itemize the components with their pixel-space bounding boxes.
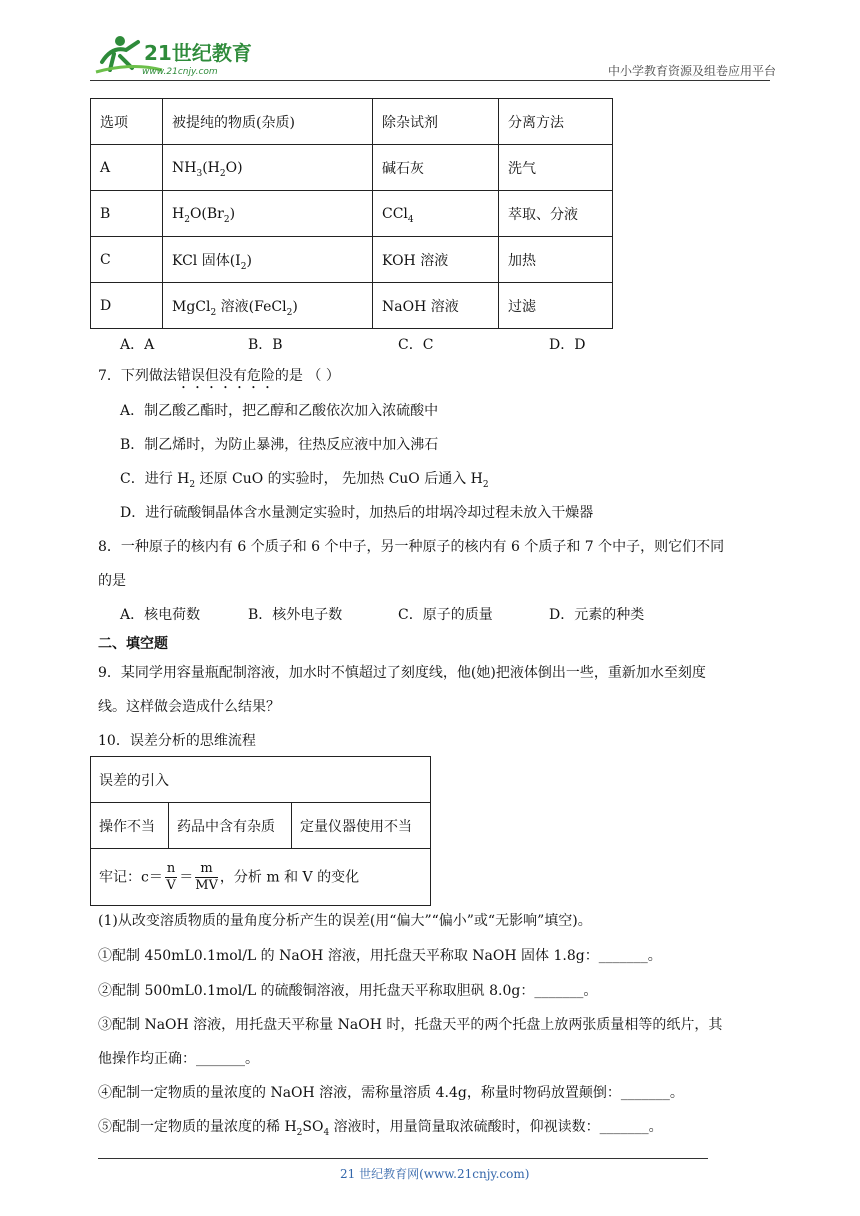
section-title: 二、填空题 [98, 636, 168, 652]
table-row [91, 803, 431, 849]
table-row [91, 237, 613, 283]
q7-option-c: C．进行 $H_2$ 还原 CuO 的实验时， 先加热 CuO 后通入 $H_2$ [120, 471, 489, 490]
q8-option-d: D．元素的种类 [549, 607, 645, 623]
footer-text: 21 世纪教育网(www.21cnjy.com) [340, 1167, 530, 1181]
table-header-row [91, 99, 613, 145]
header-cell: 除杂试剂 [373, 99, 499, 145]
q7-stem: 7．下列做法错误但没有危险的是 （ ） [98, 368, 340, 384]
substance-cell: $H_2O(Br_2)$ [163, 191, 373, 237]
part1-item-4: ④配制一定物质的量浓度的 NaOH 溶液，需称量溶质 4.4g，称量时物码放置颠倒：_______。 [98, 1085, 684, 1101]
part1-item-5: ⑤配制一定物质的量浓度的稀 $H_2SO_4$ 溶液时，用量筒量取浓硫酸时，仰视读数：_______。 [98, 1119, 663, 1138]
runner-logo-icon [92, 32, 262, 80]
part1-item-2: ②配制 500mL0.1mol/L 的硫酸铜溶液，用托盘天平称取胆矾 8.0g：_______。 [98, 983, 598, 999]
table-cell: 药品中含有杂质 [169, 803, 292, 849]
q9-stem-line1: 9．某同学用容量瓶配制溶液，加水时不慎超过了刻度线，他(她)把液体倒出一些，重新加水至刻度 [98, 665, 706, 681]
fraction-m-mv: $\frac{m}{MV}$ [195, 860, 218, 893]
platform-name: 中小学教育资源及组卷应用平台 [608, 64, 777, 78]
header-cell: 选项 [91, 99, 163, 145]
method-cell: 加热 [499, 237, 613, 283]
part1-item-3-line1: ③配制 NaOH 溶液，用托盘天平称量 NaOH 时，托盘天平的两个托盘上放两张质量相等的纸片，其 [98, 1017, 723, 1033]
purification-table [90, 98, 613, 329]
substance-cell: KCl 固体$(I_2)$ [163, 237, 373, 283]
reagent-cell: CCl$_4$ [373, 191, 499, 237]
logo-url: www.21cnjy.com [142, 67, 218, 77]
q8-option-c: C．原子的质量 [398, 607, 493, 623]
reagent-cell: 碱石灰 [373, 145, 499, 191]
q6-option-c: C．C [398, 337, 434, 353]
option-cell: A [91, 145, 163, 191]
table-cell: 定量仪器使用不当 [292, 803, 431, 849]
table-row [91, 145, 613, 191]
fraction-n-v: $\frac{n}{V}$ [166, 860, 176, 893]
option-cell: C [91, 237, 163, 283]
part1-item-3-line2: 他操作均正确：_______。 [98, 1051, 259, 1067]
q9-stem-line2: 线。这样做会造成什么结果？ [98, 699, 280, 715]
q7-option-a: A．制乙酸乙酯时，把乙醇和乙酸依次加入浓硫酸中 [120, 403, 439, 419]
q10-title: 10．误差分析的思维流程 [98, 733, 256, 749]
part1-item-1: ①配制 450mL0.1mol/L 的 NaOH 溶液，用托盘天平称取 NaOH 固体 1.8g：_______。 [98, 948, 662, 964]
table-row [91, 191, 613, 237]
header-cell: 被提纯的物质(杂质) [163, 99, 373, 145]
method-cell: 洗气 [499, 145, 613, 191]
table-row [91, 283, 613, 329]
q6-option-a: A．A [120, 337, 155, 353]
logo-text: 21世纪教育 [144, 41, 252, 65]
table-header-cell: 误差的引入 [91, 757, 431, 803]
logo [92, 32, 262, 80]
method-cell: 过滤 [499, 283, 613, 329]
q7-option-b: B．制乙烯时，为防止暴沸，往热反应液中加入沸石 [120, 437, 439, 453]
substance-cell: $NH_3(H_2O)$ [163, 145, 373, 191]
reagent-cell: NaOH 溶液 [373, 283, 499, 329]
q6-option-b: B．B [248, 337, 283, 353]
q6-option-d: D．D [549, 337, 586, 353]
q7-option-d: D．进行硫酸铜晶体含水量测定实验时，加热后的坩埚冷却过程未放入干燥器 [120, 505, 594, 521]
substance-cell: MgCl$_2$ 溶液(FeCl$_2$) [163, 283, 373, 329]
q8-stem-line1: 8．一种原子的核内有 6 个质子和 6 个中子，另一种原子的核内有 6 个质子和 7 个中子，则它们不同 [98, 539, 725, 555]
header-divider [90, 80, 770, 81]
table-cell: 操作不当 [91, 803, 169, 849]
header-cell: 分离方法 [499, 99, 613, 145]
option-cell: D [91, 283, 163, 329]
method-cell: 萃取、分液 [499, 191, 613, 237]
part1-intro: (1)从改变溶质物质的量角度分析产生的误差(用“偏大”“偏小”或“无影响”填空)。 [98, 913, 592, 929]
reagent-cell: KOH 溶液 [373, 237, 499, 283]
q8-option-b: B．核外电子数 [248, 607, 343, 623]
formula-cell: 牢记：c＝ $\frac{n}{V}$ ＝ $\frac{m}{MV}$ ，分析 m 和 V 的变化 [91, 849, 431, 906]
q8-stem-line2: 的是 [98, 573, 126, 589]
q8-option-a: A．核电荷数 [120, 607, 201, 623]
error-analysis-table [90, 756, 431, 906]
footer-divider [98, 1158, 708, 1159]
option-cell: B [91, 191, 163, 237]
